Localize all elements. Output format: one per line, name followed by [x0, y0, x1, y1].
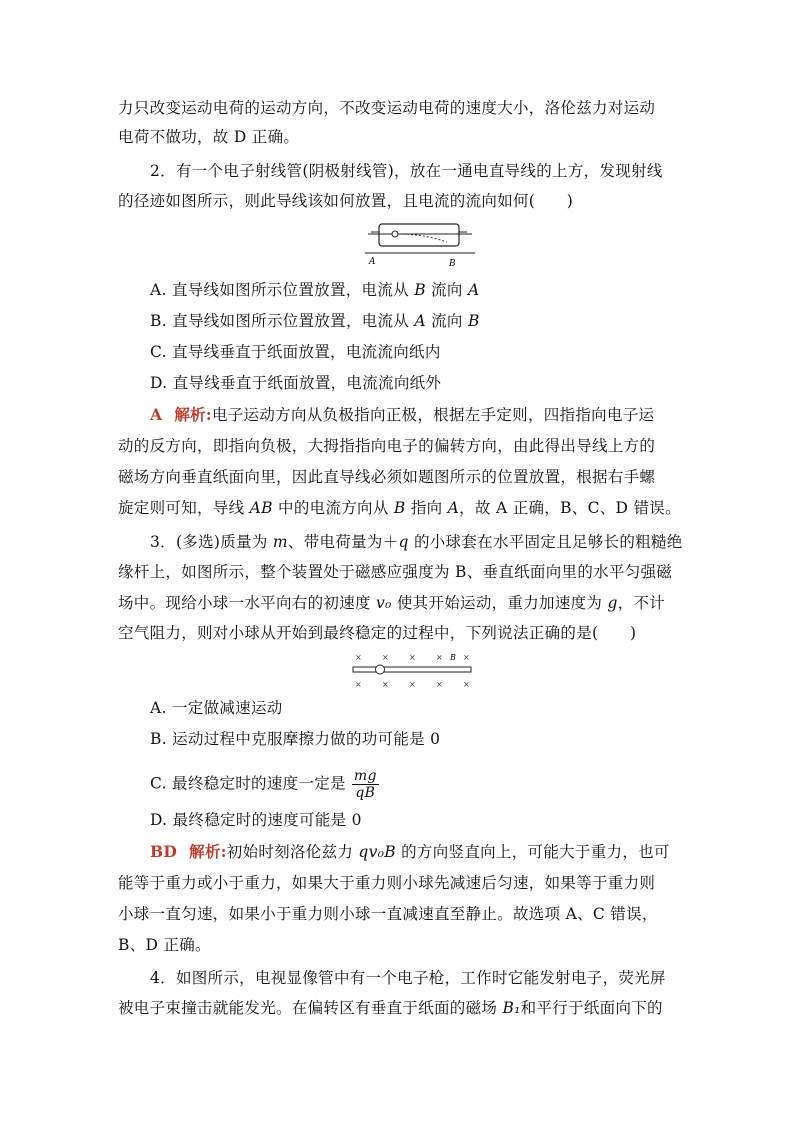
q2-explanation-line: A 解析:电子运动方向从负极指向正极，根据左手定则，四指指向电子运	[150, 405, 655, 424]
q3-explanation-line: B、D 正确。	[118, 936, 211, 954]
q2-option-d: D. 直导线垂直于纸面放置，电流流向纸外	[150, 374, 442, 392]
q2-explanation-line: 磁场方向垂直纸面向里，因此直导线必须如题图所示的位置放置，根据右手螺	[118, 468, 656, 486]
q2-stem-line: 的径迹如图所示，则此导线该如何放置，且电流的流向如何( )	[118, 192, 574, 210]
q3-explanation-line: 能等于重力或小于重力，如果大于重力则小球先减速后匀速，如果等于重力则	[118, 874, 656, 892]
q2-figure-label-a: A	[369, 257, 376, 267]
field-cross-icon: ×	[436, 653, 443, 662]
q3-stem-line: 场中。现给小球一水平向右的初速度 v₀ 使其开始运动，重力加速度为 g，不计	[118, 594, 666, 612]
field-cross-icon: ×	[436, 680, 443, 689]
q3-option-c: C. 最终稳定时的速度一定是 $\frac{mg}{qB}$	[150, 768, 377, 801]
text-line: 力只改变运动电荷的运动方向，不改变运动电荷的速度大小，洛伦兹力对运动	[118, 99, 656, 117]
q3-explanation-line: 小球一直匀速，如果小于重力则小球一直减速直至静止。故选项 A、C 错误，	[118, 905, 658, 923]
q2-explanation-line: 动的反方向，即指向负极，大拇指指向电子的偏转方向，由此得出导线上方的	[118, 437, 656, 455]
q2-answer: A	[150, 405, 163, 424]
field-cross-icon: ×	[409, 680, 416, 689]
q4-stem-line: 4．如图所示，电视显像管中有一个电子枪，工作时它能发射电子，荧光屏	[150, 969, 666, 987]
q3-stem-line: 空气阻力，则对小球从开始到最终稳定的过程中，下列说法正确的是( )	[118, 624, 637, 642]
field-cross-icon: ×	[463, 653, 470, 662]
text-line: 电荷不做功，故 D 正确。	[118, 128, 300, 146]
q3-magnetic-field-rod-figure	[350, 650, 475, 690]
q2-cathode-ray-tube-figure	[365, 220, 475, 270]
speed-fraction: $\frac{mg}{qB}$	[353, 768, 377, 801]
field-cross-icon: ×	[355, 680, 362, 689]
q2-explanation-line: 旋定则可知，导线 AB 中的电流方向从 B 指向 A，故 A 正确，B、C、D 错误。	[118, 499, 681, 517]
q2-option-a: A. 直导线如图所示位置放置，电流从 B 流向 A	[150, 281, 480, 299]
q2-option-b: B. 直导线如图所示位置放置，电流从 A 流向 B	[150, 312, 480, 330]
q4-stem-line: 被电子束撞击就能发光。在偏转区有垂直于纸面的磁场 B₁和平行于纸面向下的	[118, 999, 663, 1017]
field-cross-icon: ×	[409, 653, 416, 662]
field-cross-icon: ×	[355, 653, 362, 662]
q3-figure-label-b: B	[450, 653, 456, 662]
q2-explanation-tag: 解析:	[174, 405, 212, 424]
q3-explanation-tag: 解析:	[189, 842, 227, 861]
q2-option-c: C. 直导线垂直于纸面放置，电流流向纸内	[150, 343, 441, 361]
q3-option-b: B. 运动过程中克服摩擦力做的功可能是 0	[150, 730, 441, 748]
field-cross-icon: ×	[382, 653, 389, 662]
field-cross-icon: ×	[382, 680, 389, 689]
q3-stem-line: 3．(多选)质量为 m、带电荷量为＋q 的小球套在水平固定且足够长的粗糙绝	[150, 533, 683, 551]
field-cross-icon: ×	[463, 680, 470, 689]
q3-option-d: D. 最终稳定时的速度可能是 0	[150, 811, 362, 829]
q3-answer: BD	[150, 842, 178, 861]
q2-stem-line: 2．有一个电子射线管(阴极射线管)，放在一通电直导线的上方，发现射线	[150, 162, 663, 180]
q3-explanation-line: BD 解析:初始时刻洛伦兹力 qv₀B 的方向竖直向上，可能大于重力，也可	[150, 842, 670, 861]
q3-stem-line: 缘杆上，如图所示，整个装置处于磁感应强度为 B、垂直纸面向里的水平匀强磁	[118, 563, 673, 581]
q2-figure-label-b: B	[449, 259, 456, 269]
q3-option-a: A. 一定做减速运动	[150, 699, 283, 717]
